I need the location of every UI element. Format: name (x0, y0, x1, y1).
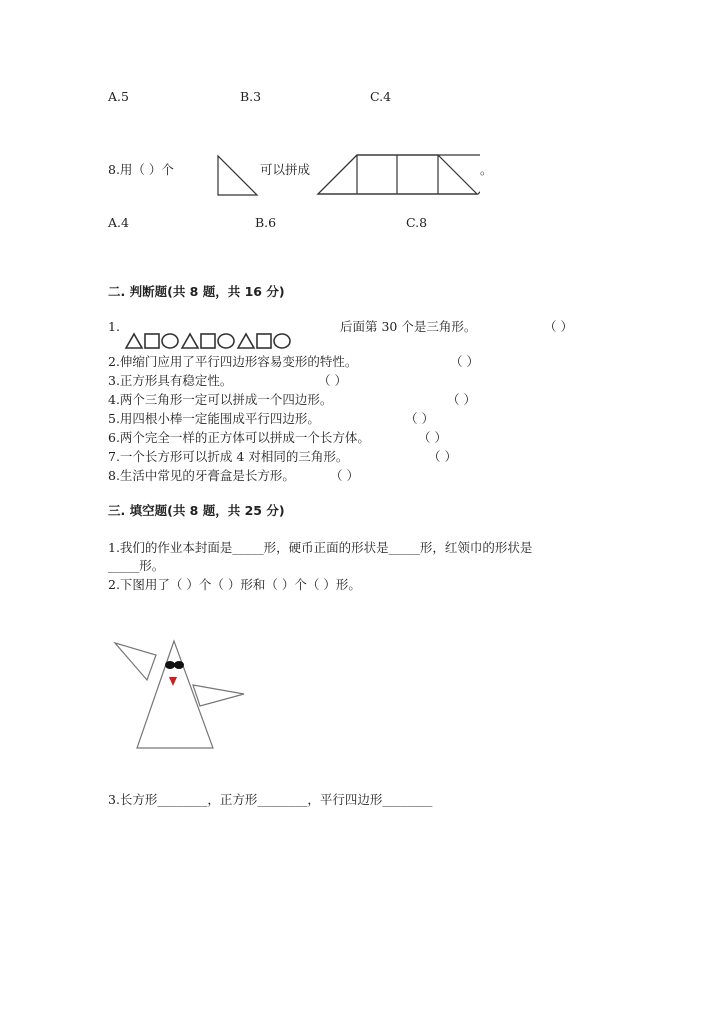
answer-blank[interactable]: （ ） (544, 319, 573, 334)
triangle-bird-figure-icon (110, 638, 250, 753)
item-text: 5.用四根小棒一定能围成平行四边形。 (108, 411, 320, 426)
question-text: 2.下图用了（ ）个（ ）形和（ ）个（ ）形。 (108, 577, 361, 592)
item-text: 3.正方形具有稳定性。 (108, 373, 233, 388)
answer-blank[interactable]: （ ） (405, 411, 434, 426)
question-text: 3.长方形________，正方形________，平行四边形________ (108, 792, 433, 807)
answer-blank[interactable]: （ ） (447, 392, 476, 407)
item-text: 8.生活中常见的牙膏盒是长方形。 (108, 468, 295, 483)
q8-suffix: 。 (480, 162, 493, 177)
q8-prefix: 8.用（ ）个 (108, 162, 174, 177)
answer-blank[interactable]: （ ） (450, 354, 479, 369)
answer-blank[interactable]: （ ） (318, 373, 347, 388)
option-b[interactable]: B.6 (255, 215, 277, 230)
item-number: 1. (108, 319, 120, 334)
option-c[interactable]: C.4 (370, 89, 392, 104)
item-text: 7.一个长方形可以折成 4 对相同的三角形。 (108, 449, 349, 464)
answer-blank[interactable]: （ ） (330, 468, 359, 483)
shape-sequence-icon (124, 332, 340, 350)
option-c[interactable]: C.8 (406, 215, 428, 230)
item-text: 2.伸缩门应用了平行四边形容易变形的特性。 (108, 354, 358, 369)
option-a[interactable]: A.4 (108, 215, 129, 230)
option-a[interactable]: A.5 (108, 89, 129, 104)
section-title: 三. 填空题(共 8 题，共 25 分) (108, 503, 285, 518)
item-text: 4.两个三角形一定可以拼成一个四边形。 (108, 392, 333, 407)
q8-middle: 可以拼成 (260, 162, 311, 177)
section-title: 二. 判断题(共 8 题，共 16 分) (108, 284, 285, 299)
item-text: 6.两个完全一样的正方体可以拼成一个长方体。 (108, 430, 370, 445)
question-text: 1.我们的作业本封面是_____形，硬币正面的形状是_____形，红领巾的形状是 (108, 540, 533, 555)
option-b[interactable]: B.3 (240, 89, 262, 104)
answer-blank[interactable]: （ ） (418, 430, 447, 445)
question-text: _____形。 (108, 558, 165, 573)
item-text: 后面第 30 个是三角形。 (340, 319, 477, 334)
right-triangle-icon (215, 153, 260, 198)
trapezoid-figure-icon (315, 152, 480, 197)
answer-blank[interactable]: （ ） (428, 449, 457, 464)
